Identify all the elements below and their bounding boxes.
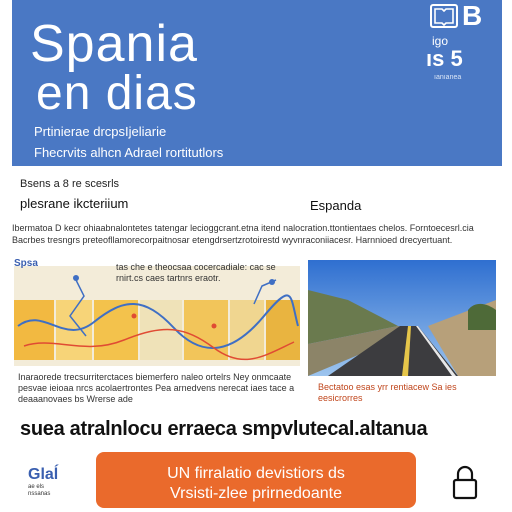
badge-line3: ıs 5 (426, 46, 463, 71)
plan-title: plesrane ikcteriium (20, 196, 129, 211)
publisher-logo (28, 466, 70, 506)
title-line2: en dias (36, 67, 198, 120)
tagline: suea atralnlocu erraeca smpvlutecal.altanua (20, 418, 428, 440)
spain-label: Espanda (310, 198, 362, 213)
meta-line: Bsens a 8 re scesrls (20, 178, 120, 190)
title-line1: Spania (30, 15, 198, 73)
intro-paragraph: Ibermatoa D kecr ohiaabnalontetes tatengar lecioggcrant.etna itend nalocration.ttontientaes chelos. Forntoecesrl.cia Bacrbes tresngrs preteofllamorecorpaitnosar etengdrsertzrotoirestd wyvnraconiiacesr. Harnnioed drecyertuant. (12, 223, 474, 245)
map-caption: tas che e theocsaa cocercadiale: cac se rnirt.cs caes tartnrs eraotr. (116, 262, 276, 283)
book-icon (430, 4, 458, 28)
cta-button[interactable] (96, 452, 416, 508)
logo-line2: nssanas (28, 491, 51, 497)
header-banner (12, 0, 502, 166)
cta-line2: Vrsisti-zlee prirnedoante (170, 484, 342, 502)
logo-line1: ae els (28, 484, 45, 490)
subtitle-line1: Prtinierae drcpsIjeliarie (34, 124, 167, 139)
cta-line1: UN firralatio devistiors ds (167, 464, 345, 482)
badge-line2: igo (432, 34, 449, 48)
lock-icon (452, 464, 478, 500)
subtitle-line2: Fhecrvits alhcn Adrael rortitutlors (34, 145, 224, 160)
body-paragraph: Inaraorede trecsurriterctaces biemerfero naleo ortelrs Ney onmcaate pesvae ieioaa nrcs acolaertrontes Pea arnedvens nerecat iaes tace a deaaanovaes bs Wrerse ade (18, 372, 295, 404)
edition-badge (416, 0, 496, 90)
badge-letter: B (462, 0, 483, 31)
badge-line4: ıanıanea (434, 74, 462, 81)
photo-caption: Bectatoo esas yrr rentiacew Sa ies eesicrorres (318, 382, 457, 403)
road-photo (308, 260, 496, 376)
map-label: Spsa (14, 258, 38, 269)
logo-mark: Glaĺ (28, 466, 59, 483)
